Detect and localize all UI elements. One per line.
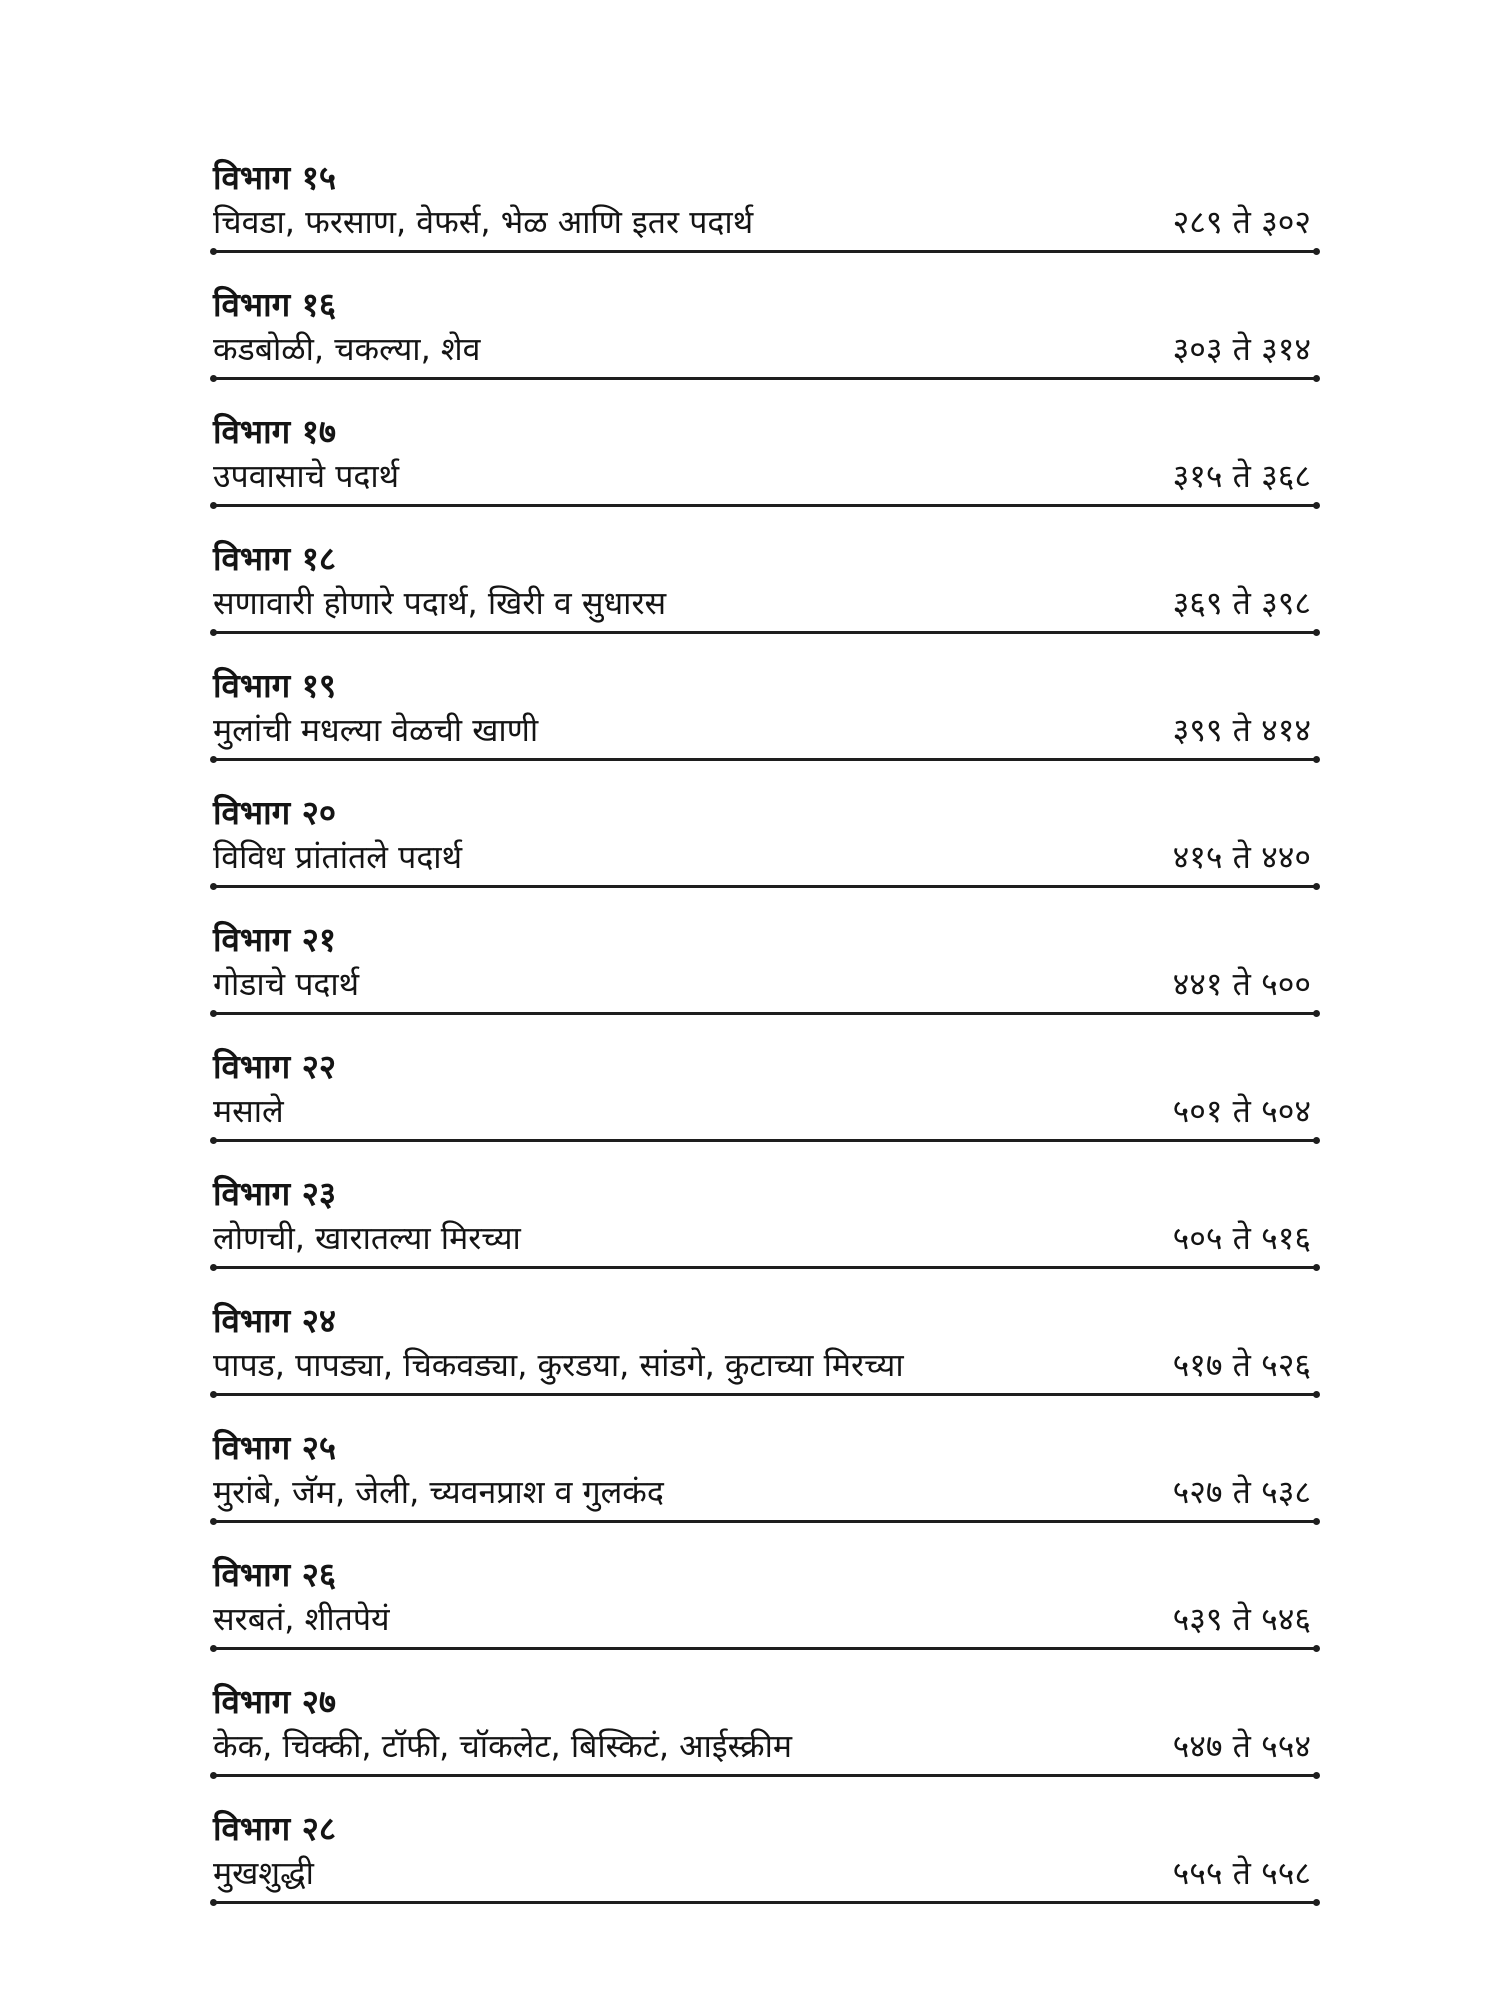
section-title: विविध प्रांतांतले पदार्थ (213, 838, 463, 876)
section-title: लोणची, खारातल्या मिरच्या (213, 1219, 521, 1257)
page-range: ५४७ ते ५५४ (1172, 1727, 1311, 1765)
toc-entry (213, 912, 1317, 1039)
toc-entry (213, 404, 1317, 531)
divider-rule (213, 1393, 1317, 1396)
divider-rule (213, 1012, 1317, 1015)
section-title: केक, चिक्की, टॉफी, चॉकलेट, बिस्किटं, आईस्क्रीम (213, 1727, 793, 1765)
toc-entry (213, 277, 1317, 404)
page-range: ५५५ ते ५५८ (1172, 1854, 1311, 1892)
section-label: विभाग १७ (213, 412, 337, 451)
section-label: विभाग २२ (213, 1047, 337, 1086)
divider-rule (213, 885, 1317, 888)
section-label: विभाग १६ (213, 285, 337, 324)
section-label: विभाग १८ (213, 539, 337, 578)
page-range: ५१७ ते ५२६ (1172, 1346, 1311, 1384)
page-range: ५०१ ते ५०४ (1172, 1092, 1311, 1130)
section-label: विभाग २१ (213, 920, 337, 959)
toc-entry (213, 1547, 1317, 1674)
page-range: ५२७ ते ५३८ (1172, 1473, 1311, 1511)
section-label: विभाग १९ (213, 666, 337, 705)
table-of-contents (213, 150, 1317, 1928)
page-range: ३१५ ते ३६८ (1172, 457, 1311, 495)
toc-entry (213, 658, 1317, 785)
section-label: विभाग १५ (213, 158, 337, 197)
toc-entry (213, 1420, 1317, 1547)
section-label: विभाग २६ (213, 1555, 337, 1594)
toc-entry (213, 1293, 1317, 1420)
section-label: विभाग २५ (213, 1428, 337, 1467)
section-title: मुलांची मधल्या वेळची खाणी (213, 711, 539, 749)
section-label: विभाग २४ (213, 1301, 337, 1340)
divider-rule (213, 758, 1317, 761)
divider-rule (213, 1647, 1317, 1650)
divider-rule (213, 250, 1317, 253)
divider-rule (213, 1520, 1317, 1523)
section-title: मसाले (213, 1092, 284, 1130)
toc-entry (213, 1166, 1317, 1293)
section-title: पापड, पापड्या, चिकवड्या, कुरडया, सांडगे, कुटाच्या मिरच्या (213, 1346, 904, 1384)
divider-rule (213, 631, 1317, 634)
toc-entry (213, 1039, 1317, 1166)
divider-rule (213, 1266, 1317, 1269)
page-range: ५३९ ते ५४६ (1172, 1600, 1311, 1638)
page-range: ३६९ ते ३९८ (1172, 584, 1311, 622)
section-label: विभाग २७ (213, 1682, 337, 1721)
section-title: कडबोळी, चकल्या, शेव (213, 330, 481, 368)
section-title: चिवडा, फरसाण, वेफर्स, भेळ आणि इतर पदार्थ (213, 203, 754, 241)
page-range: ३०३ ते ३१४ (1172, 330, 1311, 368)
divider-rule (213, 377, 1317, 380)
section-label: विभाग २३ (213, 1174, 337, 1213)
section-title: गोडाचे पदार्थ (213, 965, 360, 1003)
toc-entry (213, 785, 1317, 912)
section-label: विभाग २८ (213, 1809, 337, 1848)
divider-rule (213, 1901, 1317, 1904)
section-title: सरबतं, शीतपेयं (213, 1600, 390, 1638)
page-range: ४४१ ते ५०० (1172, 965, 1311, 1003)
toc-entry (213, 531, 1317, 658)
page-range: ३९९ ते ४१४ (1172, 711, 1311, 749)
toc-entry (213, 150, 1317, 277)
section-title: मुखशुद्धी (213, 1854, 314, 1892)
divider-rule (213, 504, 1317, 507)
section-title: उपवासाचे पदार्थ (213, 457, 400, 495)
page-range: २८९ ते ३०२ (1172, 203, 1311, 241)
page-range: ५०५ ते ५१६ (1172, 1219, 1311, 1257)
divider-rule (213, 1139, 1317, 1142)
section-title: सणावारी होणारे पदार्थ, खिरी व सुधारस (213, 584, 667, 622)
section-title: मुरांबे, जॅम, जेली, च्यवनप्राश व गुलकंद (213, 1473, 664, 1511)
toc-entry (213, 1801, 1317, 1928)
section-label: विभाग २० (213, 793, 337, 832)
toc-entry (213, 1674, 1317, 1801)
divider-rule (213, 1774, 1317, 1777)
page-range: ४१५ ते ४४० (1172, 838, 1311, 876)
